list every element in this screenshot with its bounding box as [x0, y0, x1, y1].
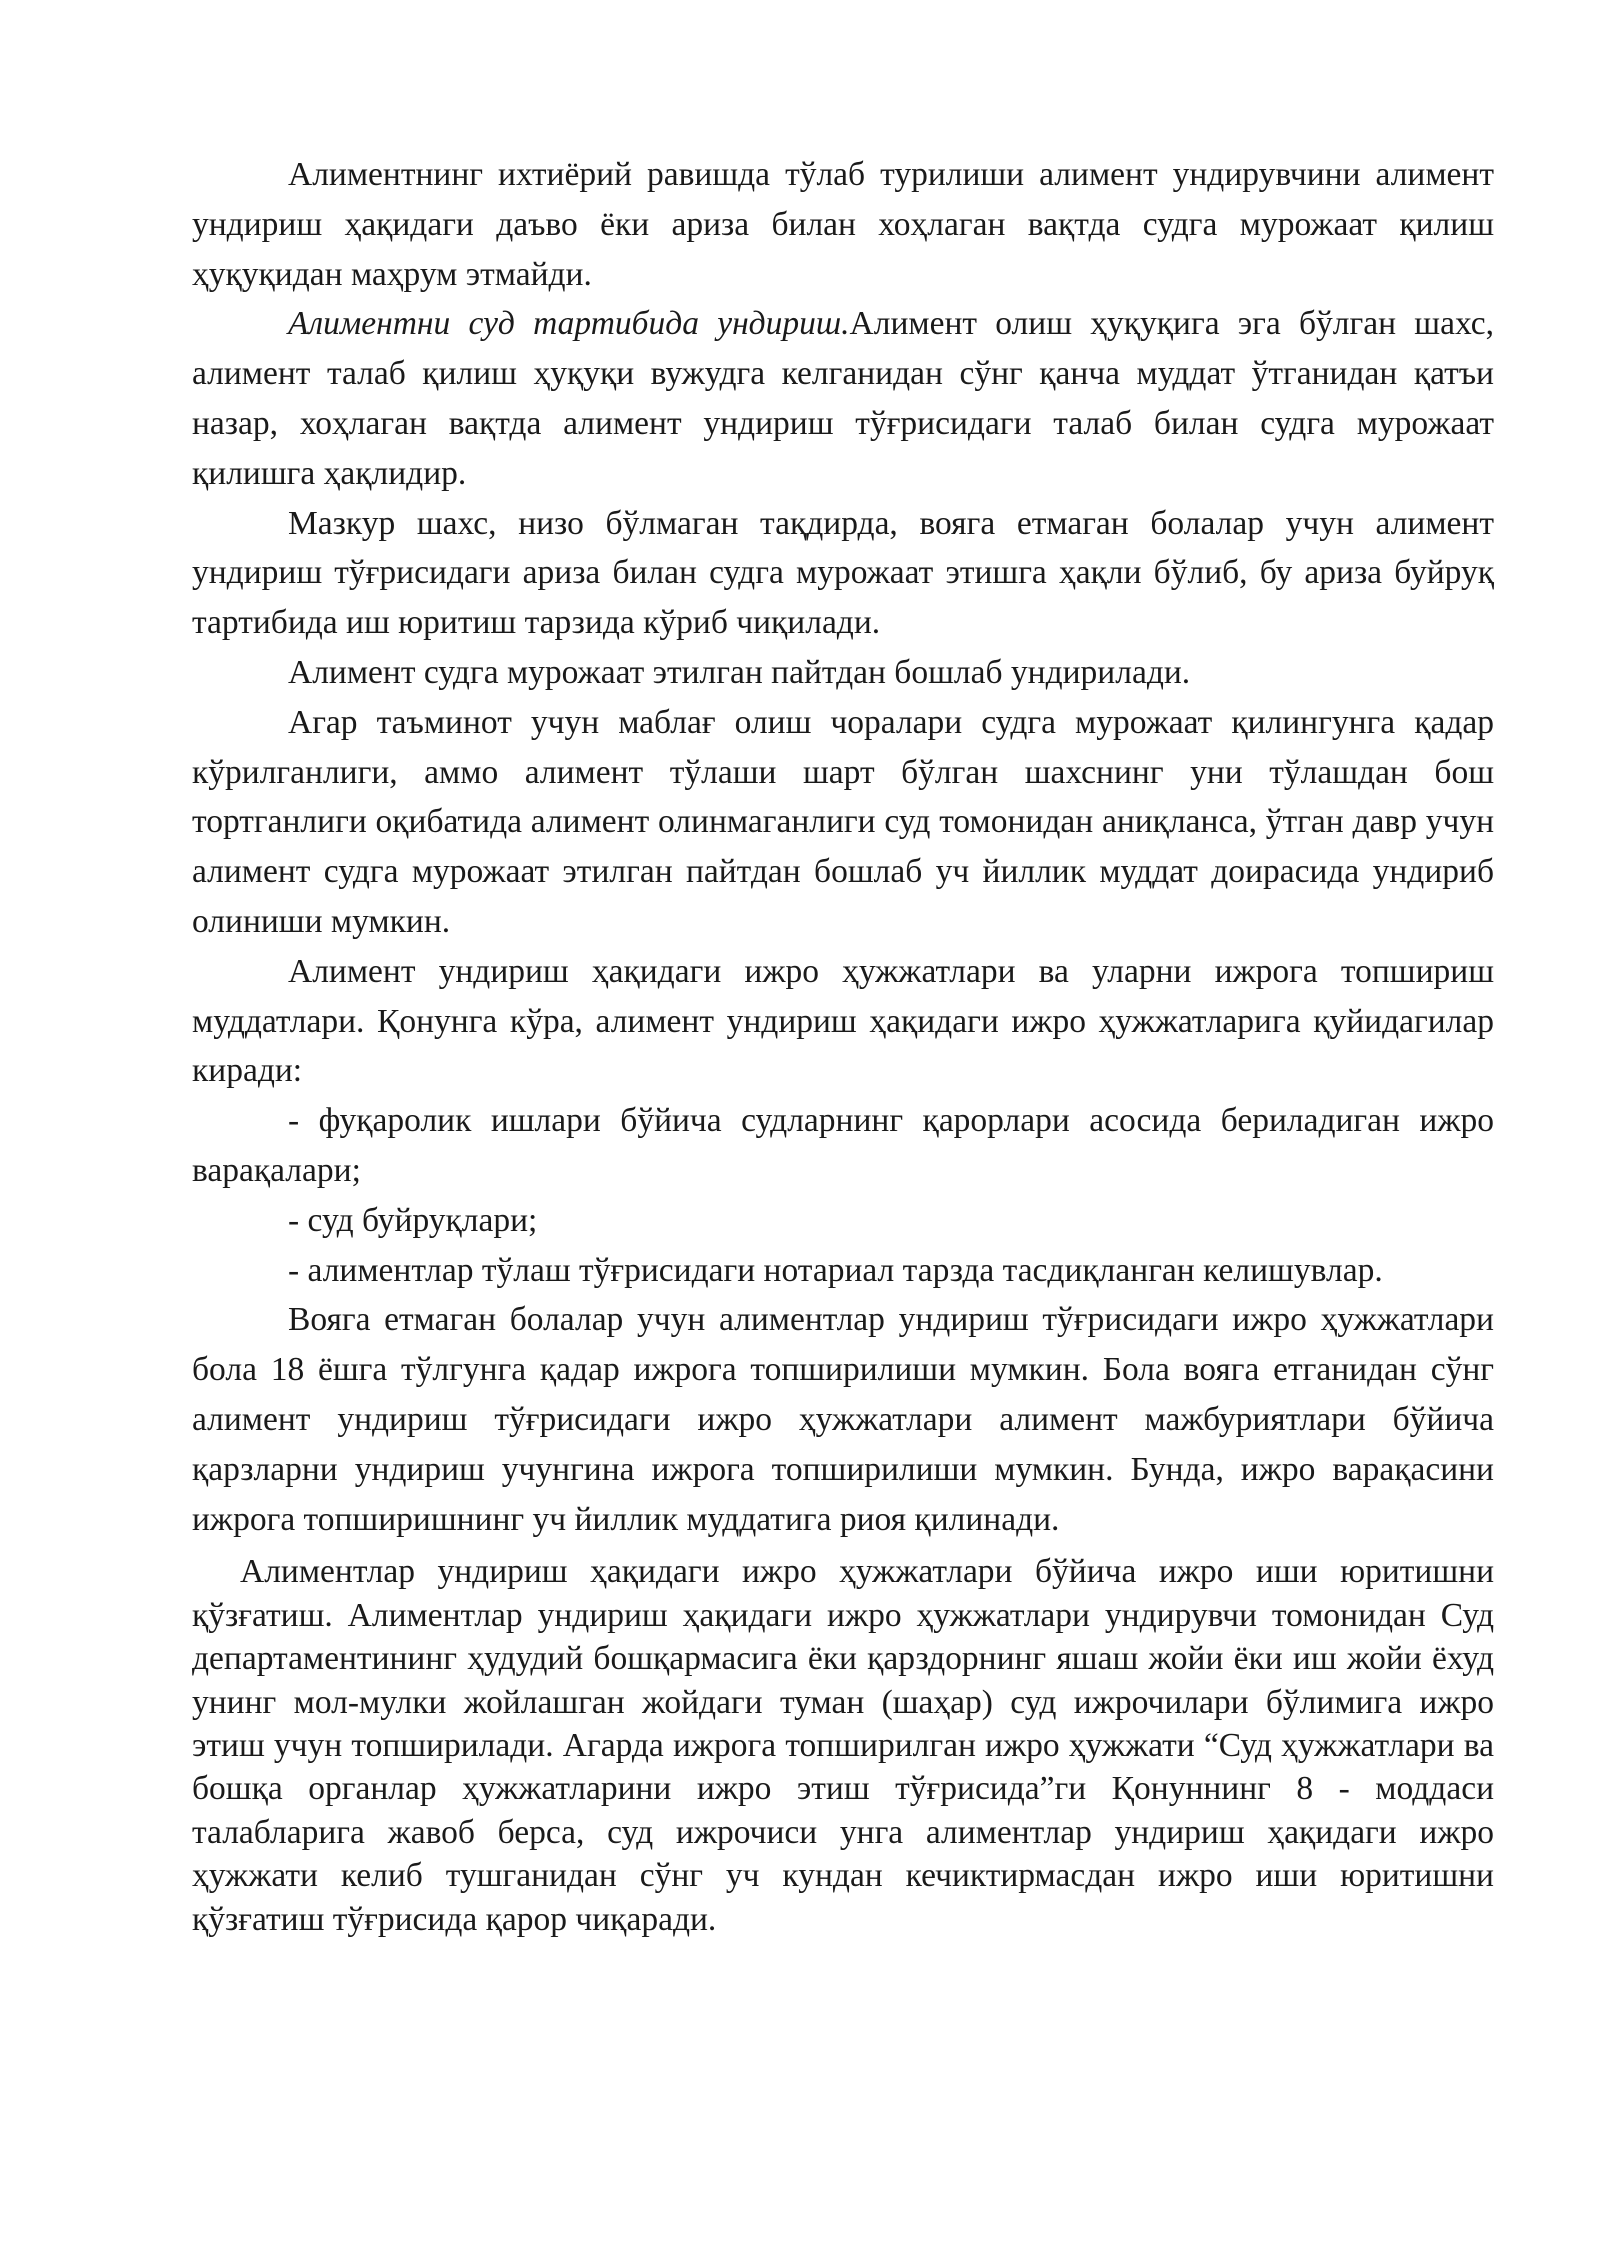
list-item-court-orders: - суд буйруқлари;	[288, 1201, 538, 1239]
document-page	[192, 150, 1494, 1941]
paragraph-court-collection	[192, 299, 1494, 498]
paragraph-minor-children: Вояга етмаган болалар учун алиментлар ундириш тўғрисидаги ижро ҳужжатлари бола 18 ёшга тўлгунга қадар ижрога топширилиши мумкин. Бола вояга етганидан сўнг алимент ундириш тўғрисидаги ижро ҳужжатлари алимент мажбуриятлари бўйича қарзларни ундириш учунгина ижрога топширилиши мумкин. Бунда, ижро варақасини ижрога топширишнинг уч йиллик муддатига риоя қилинади.	[192, 1301, 1494, 1538]
paragraph-enforcement-documents: Алимент ундириш ҳақидаги ижро ҳужжатлари ва уларни ижрога топшириш муддатлари. Қонунга кўра, алимент ундириш ҳақидаги ижро ҳужжатларига қуйидагилар киради:	[192, 952, 1494, 1090]
paragraph-text: Алимент олиш ҳуқуқига эга бўлган шахс, алимент талаб қилиш ҳуқуқи вужудга келганидан сўнг қанча муддат ўтганидан қатъи назар, хоҳлаган вақтда алимент ундириш тўғрисидаги талаб билан судга мурожаат қилишга ҳақлидир.	[192, 305, 1494, 492]
paragraph-order-procedure: Мазкур шахс, низо бўлмаган тақдирда, вояга етмаган болалар учун алимент ундириш тўғрисидаги ариза билан судга мурожаат этишга ҳақли бўлиб, бу ариза буйруқ тартибида иш юритиш тарзида кўриб чиқилади.	[192, 504, 1494, 642]
section-heading-inline: Алиментни суд тартибида ундириш.	[288, 305, 850, 343]
list-item-writ: - фуқаролик ишлари бўйича судларнинг қарорлари асосида бериладиган ижро варақалари;	[192, 1102, 1494, 1189]
paragraph-past-period: Агар таъминот учун маблағ олиш чоралари судга мурожаат қилингунга қадар кўрилганлиги, аммо алимент тўлаши шарт бўлган шахснинг уни тўлашдан бош тортганлиги оқибатида алимент олинмаганлиги суд томонидан аниқланса, ўтган давр учун алимент судга мурожаат этилган пайтдан бошлаб уч йиллик муддат доирасида ундириб олиниши мумкин.	[192, 703, 1494, 940]
paragraph-voluntary-payment: Алиментнинг ихтиёрий равишда тўлаб турилиши алимент ундирувчини алимент ундириш ҳақидаги даъво ёки ариза билан хоҳлаган вақтда судга мурожаат қилиш ҳуқуқидан маҳрум этмайди.	[192, 156, 1494, 293]
paragraph-initiating-proceedings: Алиментлар ундириш ҳақидаги ижро ҳужжатлари бўйича ижро иши юритишни қўзғатиш. Алиментлар ундириш ҳақидаги ижро ҳужжатлари ундирувчи томонидан Суд департаментининг ҳудудий бошқармасига ёки қарздорнинг яшаш жойи ёки иш жойи ёхуд унинг мол-мулки жойлашган жойдаги туман (шаҳар) суд ижрочилари бўлимига ижро этиш учун топширилади. Агарда ижрога топширилган ижро ҳужжати “Суд ҳужжатлари ва бошқа органлар ҳужжатларини ижро этиш тўғрисида”ги Қонуннинг 8 - моддаси талабларига жавоб берса, суд ижрочиси унга алиментлар ундириш ҳақидаги ижро ҳужжати келиб тушганидан сўнг уч кундан кечиктирмасдан ижро иши юритишни қўзғатиш тўғрисида қарор чиқаради.	[192, 1553, 1494, 1938]
list-item-notarial-agreements: - алиментлар тўлаш тўғрисидаги нотариал тарзда тасдиқланган келишувлар.	[288, 1251, 1383, 1289]
paragraph-collection-start: Алимент судга мурожаат этилган пайтдан бошлаб ундирилади.	[288, 653, 1191, 691]
